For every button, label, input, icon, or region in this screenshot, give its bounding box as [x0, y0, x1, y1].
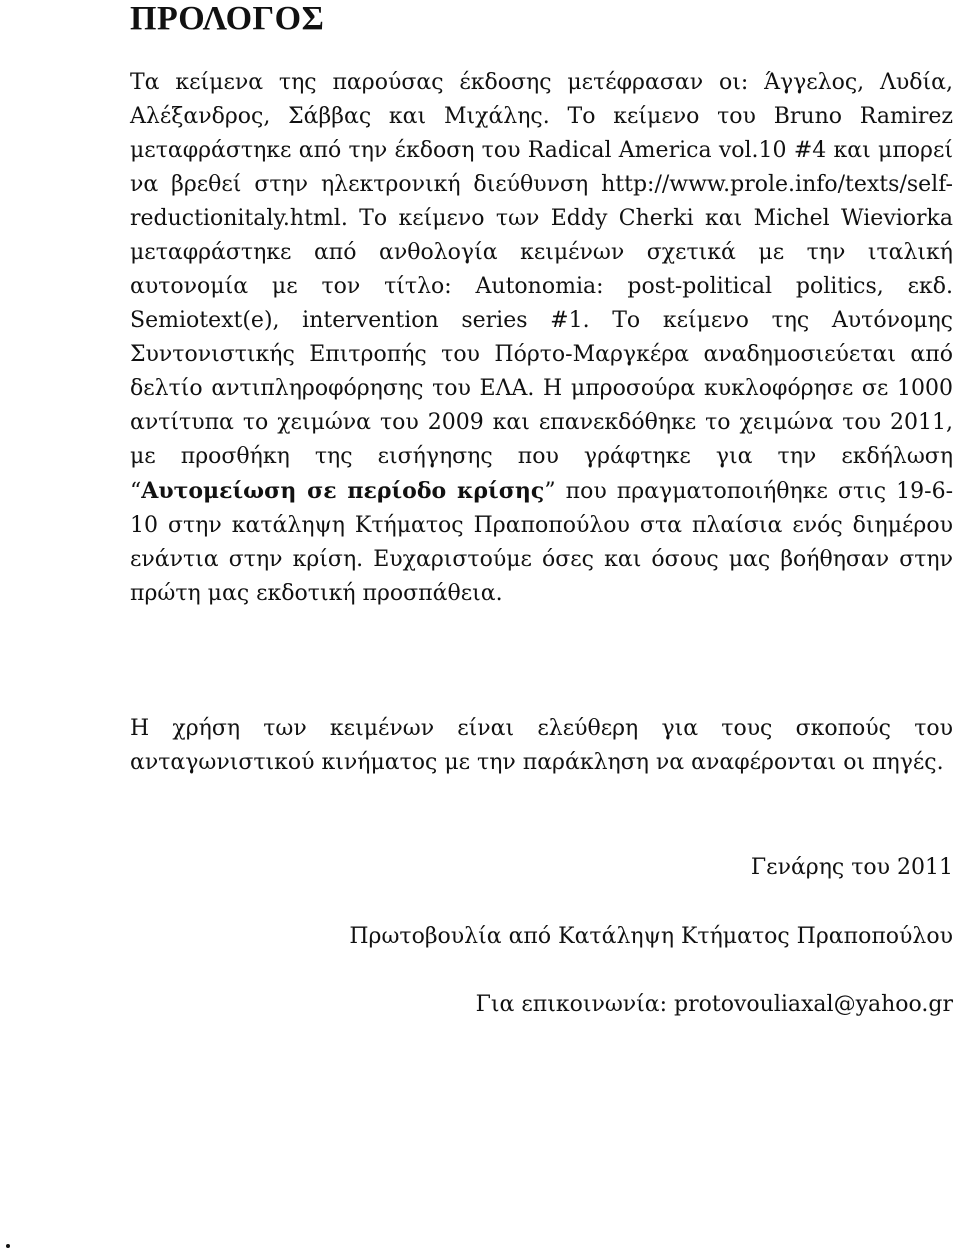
- paragraph-text: Τα κείμενα της παρούσας έκδοσης μετέφρασαν οι: Άγγελος, Λυδία, Αλέξανδρος, Σάββας και Μιχάλης. Το κείμενο του Bruno Ramirez μεταφράστηκε από την έκδοση του Radical America vol.10 #4 και μπορεί να βρεθεί στην ηλεκτρονική διεύθυνση http://www.prole.info/texts/self-reductionitaly.html. Το κείμενο των Eddy Cherki και Michel Wieviorka μεταφράστηκε από ανθολογία κειμένων σχετικά με την ιταλική αυτονομία με τον τίτλο: Autonomia: post-political politics, εκδ. Semiotext(e), intervention series #1. Το κείμενο της Αυτόνομης Συντονιστικής Επιτροπής του Πόρτο-Μαργκέρα αναδημοσιεύεται από δελτίο αντιπληροφόρησης του ΕΛΑ. Η μπροσούρα κυκλοφόρησε σε 1000 αντίτυπα το χειμώνα του 2009 και επανεκδόθηκε το χειμώνα του 2011, με προσθήκη της εισήγησης που γράφτηκε για την εκδήλωση “: [130, 70, 953, 504]
- event-title: Αυτομείωση σε περίοδο κρίσης: [141, 478, 545, 504]
- page-title: ΠΡΟΛΟΓΟΣ: [130, 0, 325, 37]
- paragraph-text-continued: ” που πραγματοποιήθηκε στις 19-6-10 στην κατάληψη Κτήματος Πραποπούλου στα πλαίσια ενός διημέρου ενάντια στην κρίση. Ευχαριστούμε όσες και όσους μας βοήθησαν στην πρώτη μας εκδοτική προσπάθεια.: [130, 479, 954, 606]
- date-line: Γενάρης του 2011: [750, 855, 953, 880]
- page-mark: [6, 1244, 10, 1248]
- initiative-line: Πρωτοβουλία από Κατάληψη Κτήματος Πραποπούλου: [349, 924, 953, 949]
- contact-line: Για επικοινωνία: protovouliaxal@yahoo.gr: [475, 992, 953, 1017]
- preface-paragraph-translations: [130, 66, 953, 611]
- preface-paragraph-usage: Η χρήση των κειμένων είναι ελεύθερη για τους σκοπούς του ανταγωνιστικού κινήματος με την παράκληση να αναφέρονται οι πηγές.: [130, 716, 953, 775]
